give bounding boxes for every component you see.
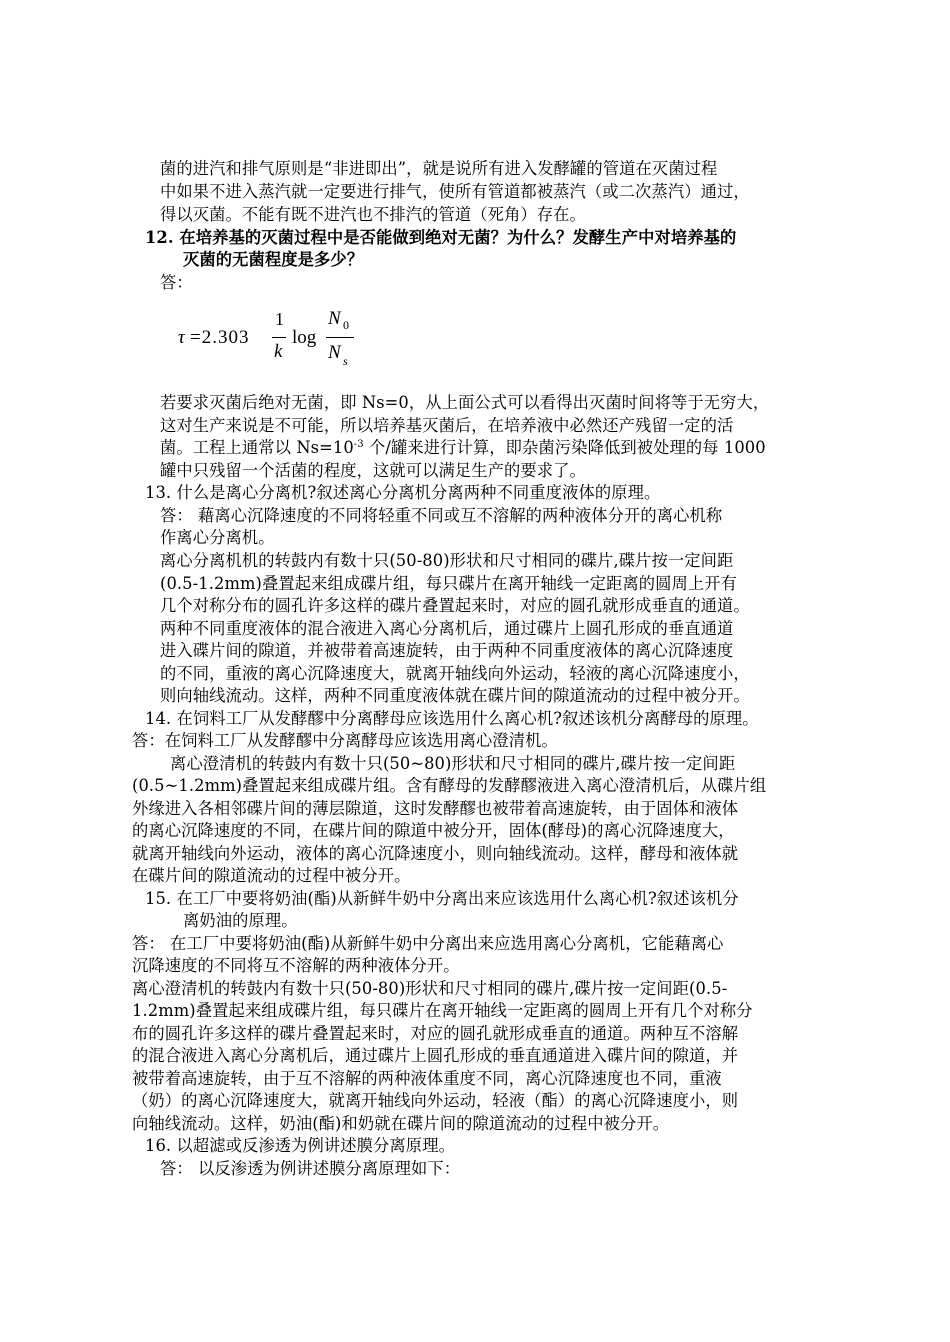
question-12-cont: 灭菌的无菌程度是多少？ <box>183 250 364 269</box>
text-line: 菌的进汽和排气原则是“非进即出”，就是说所有进入发酵罐的管道在灭菌过程 <box>160 159 718 178</box>
text-line: 1.2mm)叠置起来组成碟片组，每只碟片在离开轴线一定距离的圆周上开有几个对称分 <box>132 1001 753 1020</box>
text-line: 则向轴线流动。这样，两种不同重度液体就在碟片间的隙道流动的过程中被分开。 <box>160 686 750 705</box>
text-line: 答：在饲料工厂从发酵醪中分离酵母应该选用离心澄清机。 <box>132 731 558 750</box>
text-line: 离心分离机机的转鼓内有数十只(50-80)形状和尺寸相同的碟片,碟片按一定间距 <box>160 551 734 570</box>
text-line: 答： 以反渗透为例讲述膜分离原理如下： <box>160 1159 461 1178</box>
text-line: 中如果不进入蒸汽就一定要进行排气，使所有管道都被蒸汽（或二次蒸汽）通过， <box>160 182 750 201</box>
text-line: 向轴线流动。这样，奶油(酯)和奶就在碟片间的隙道流动的过程中被分开。 <box>132 1114 670 1133</box>
text-line: 的混合液进入离心分离机后，通过碟片上圆孔形成的垂直通道进入碟片间的隙道，并 <box>132 1046 739 1065</box>
text-line: 菌。工程上通常以 $Ns=10^{-3}$ 个/罐来进行计算，即杂菌污染降低到被处理的每 1000 <box>160 438 766 457</box>
text-line: 得以灭菌。不能有既不进汽也不排汽的管道（死角）存在。 <box>160 205 586 224</box>
text-line: 答： 藉离心沉降速度的不同将轻重不同或互不溶解的两种液体分开的离心机称 <box>160 506 723 525</box>
text-line: 几个对称分布的圆孔许多这样的碟片叠置起来时，对应的圆孔就形成垂直的通道。 <box>160 596 750 615</box>
text-line: 外缘进入各相邻碟片间的薄层隙道，这时发酵醪也被带着高速旋转，由于固体和液体 <box>132 799 739 818</box>
question-14: 14. 在饲料工厂从发酵醪中分离酵母应该选用什么离心机?叙述该机分离酵母的原理。 <box>145 709 759 728</box>
question-15-cont: 离奶油的原理。 <box>183 911 298 930</box>
text-line: 两种不同重度液体的混合液进入离心分离机后，通过碟片上圆孔形成的垂直通道 <box>160 619 734 638</box>
text-line: 离心澄清机的转鼓内有数十只(50~80)形状和尺寸相同的碟片,碟片按一定间距 <box>170 754 736 773</box>
text-line: 的不同，重液的离心沉降速度大，就离开轴线向外运动，轻液的离心沉降速度小， <box>160 664 750 683</box>
question-13: 13. 什么是离心分离机?叙述离心分离机分离两种不同重度液体的原理。 <box>145 483 661 502</box>
text-line: 沉降速度的不同将互不溶解的两种液体分开。 <box>132 956 460 975</box>
text-line: 离心澄清机的转鼓内有数十只(50-80)形状和尺寸相同的碟片,碟片按一定间距(0.5- <box>132 979 728 998</box>
text-line: 布的圆孔许多这样的碟片叠置起来时，对应的圆孔就形成垂直的通道。两种互不溶解 <box>132 1024 739 1043</box>
text-line: 在碟片间的隙道流动的过程中被分开。 <box>132 866 411 885</box>
text-line: 进入碟片间的隙道，并被带着高速旋转，由于两种不同重度液体的离心沉降速度 <box>160 641 734 660</box>
text-line: 作离心分离机。 <box>160 528 275 547</box>
question-15: 15. 在工厂中要将奶油(酯)从新鲜牛奶中分离出来应该选用什么离心机?叙述该机分 <box>145 889 739 908</box>
text-line: 若要求灭菌后绝对无菌，即 Ns=0，从上面公式可以看得出灭菌时间将等于无穷大， <box>160 393 770 412</box>
text-line: (0.5-1.2mm)叠置起来组成碟片组，每只碟片在离开轴线一定距离的圆周上开有 <box>160 574 738 593</box>
text-line: 答： 在工厂中要将奶油(酯)从新鲜牛奶中分离出来应选用离心分离机，它能藉离心 <box>132 934 724 953</box>
text-line: 这对生产来说是不可能，所以培养基灭菌后，在培养液中必然还产残留一定的活 <box>160 416 734 435</box>
question-12: 12. 在培养基的灭菌过程中是否能做到绝对无菌？为什么？发酵生产中对培养基的 <box>145 228 737 247</box>
answer-label: 答： <box>160 273 193 292</box>
text-line: （奶）的离心沉降速度大，就离开轴线向外运动，轻液（酯）的离心沉降速度小，则 <box>132 1091 739 1110</box>
text-line: 就离开轴线向外运动，液体的离心沉降速度小，则向轴线流动。这样，酵母和液体就 <box>132 844 739 863</box>
text-line: 被带着高速旋转，由于互不溶解的两种液体重度不同，离心沉降速度也不同，重液 <box>132 1069 722 1088</box>
sterilization-formula: τ =2.303 1 k log N 0 N s <box>178 305 378 375</box>
text-line: 罐中只残留一个活菌的程度，这就可以满足生产的要求了。 <box>160 461 586 480</box>
text-line: 的离心沉降速度的不同，在碟片间的隙道中被分开，固体(酵母)的离心沉降速度大， <box>132 821 735 840</box>
question-16: 16. 以超滤或反渗透为例讲述膜分离原理。 <box>145 1136 455 1155</box>
text-line: (0.5~1.2mm)叠置起来组成碟片组。含有酵母的发酵醪液进入离心澄清机后，从碟片组 <box>132 776 767 795</box>
